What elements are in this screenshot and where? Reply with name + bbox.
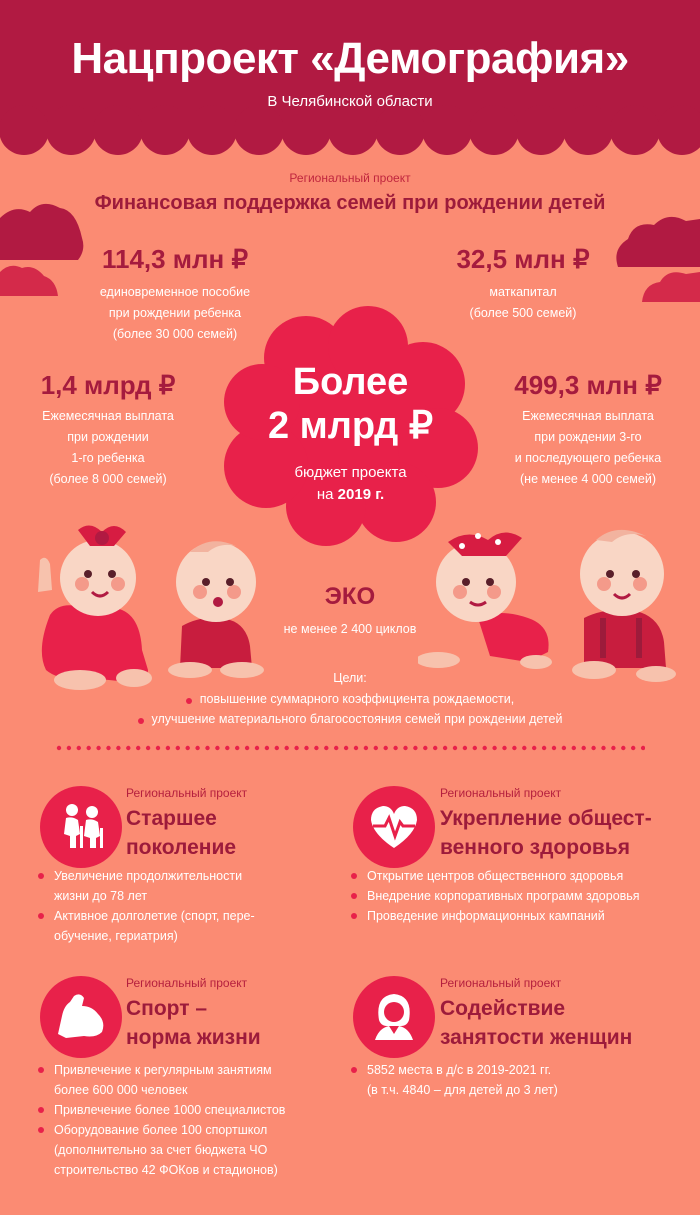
finance-description: Ежемесячная выплата при рождении 3-го и последующего ребенка (не менее 4 000 семей) [514, 409, 662, 486]
heart-pulse-icon [353, 786, 435, 868]
elderly-couple-icon [40, 786, 122, 868]
goals-list [0, 689, 700, 729]
cloud-decoration-right-top [612, 213, 700, 269]
section-bullets [38, 1060, 338, 1180]
woman-icon [353, 976, 435, 1058]
section-bullets [351, 1060, 681, 1100]
bullet-item: 5852 места в д/с в 2019-2021 гг. (в т.ч. 4840 – для детей до 3 лет) [351, 1060, 681, 1100]
budget-amount: Более 2 млрд ₽ [267, 361, 434, 447]
bullet-item: Увеличение продолжительности жизни до 78 лет [38, 866, 308, 906]
budget-caption: бюджет проекта на 2019 г. [294, 464, 407, 503]
section-label: Региональный проект [440, 786, 562, 800]
baby-girl-waving-illustration [30, 520, 155, 695]
section-bullets [351, 866, 681, 926]
section-label: Региональный проект [440, 976, 562, 990]
bullet-item: Привлечение более 1000 специалистов [38, 1100, 338, 1120]
bullet-item: Открытие центров общественного здоровья [351, 866, 681, 886]
baby-boy-sitting-illustration [160, 528, 270, 678]
section-title: Укрепление общест- венного здоровья [440, 807, 652, 859]
bullet-item: Проведение информационных кампаний [351, 906, 681, 926]
finance-description: единовременное пособие при рождении ребенка (более 30 000 семей) [99, 285, 251, 341]
finance-amount: 32,5 млн ₽ [456, 244, 590, 274]
finance-amount: 114,3 млн ₽ [101, 244, 249, 274]
section-bullets [38, 866, 308, 946]
section-label: Региональный проект [126, 976, 248, 990]
finance-amount: 1,4 млрд ₽ [40, 370, 176, 400]
bullet-item: Активное долголетие (спорт, пере- обучение, гериатрия) [38, 906, 308, 946]
section-title: Спорт – норма жизни [126, 997, 261, 1049]
page-subtitle: В Челябинской области [267, 93, 433, 110]
eko-title: ЭКО [324, 583, 376, 610]
section-title: Старшее поколение [126, 807, 237, 859]
section-label: Региональный проект [126, 786, 248, 800]
flexed-arm-icon [40, 976, 122, 1058]
cloud-decoration-left-bottom [0, 262, 60, 298]
bullet-item: Внедрение корпоративных программ здоровья [351, 886, 681, 906]
eko-text: не менее 2 400 циклов [283, 622, 417, 636]
section-title: Содействие занятости женщин [440, 997, 633, 1049]
cloud-decoration-right-bottom [640, 268, 700, 302]
baby-boy-overalls-illustration [560, 518, 680, 683]
goal-item: повышение суммарного коэффициента рождаемости, [186, 692, 514, 706]
finance-description: Ежемесячная выплата при рождении 1-го ребенка (более 8 000 семей) [42, 409, 174, 486]
bullet-item: Привлечение к регулярным занятиям более 600 000 человек [38, 1060, 338, 1100]
finance-description: маткапитал (более 500 семей) [469, 285, 577, 320]
finance-project-title: Финансовая поддержка семей при рождении детей [94, 192, 606, 214]
goals-label: Цели: [333, 671, 367, 685]
page-title: Нацпроект «Демография» [71, 34, 629, 83]
bullet-item: Оборудование более 100 спортшкол (дополнительно за счет бюджета ЧО строительство 42 ФОКов и стадионов) [38, 1120, 338, 1180]
finance-project-label: Региональный проект [289, 171, 411, 185]
goal-item: улучшение материального благосостояния семей при рождении детей [138, 712, 563, 726]
finance-amount: 499,3 млн ₽ [514, 370, 662, 400]
dotted-divider [55, 744, 645, 752]
